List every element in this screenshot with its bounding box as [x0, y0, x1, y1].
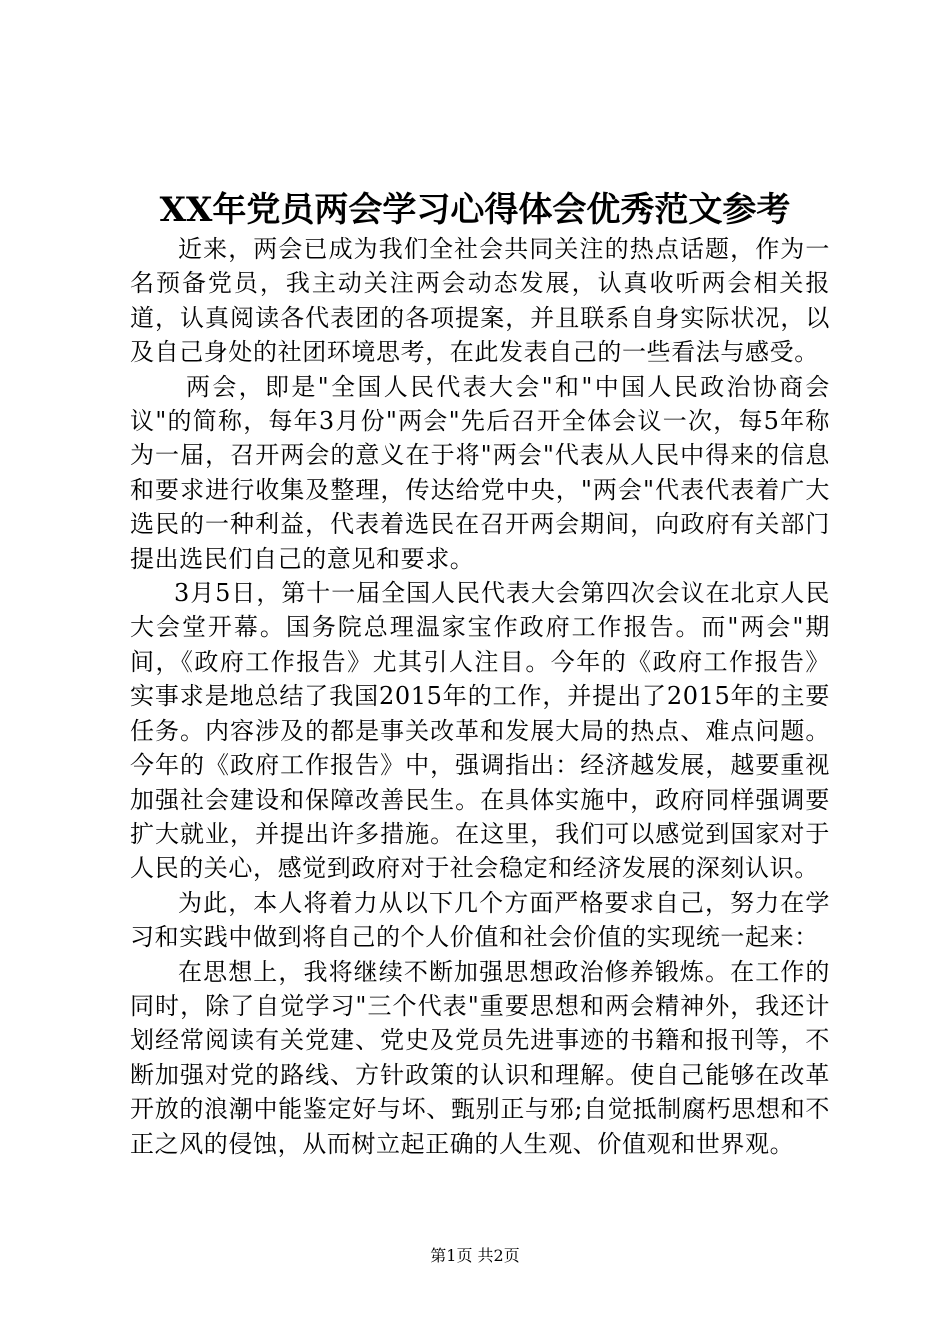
paragraph-ideology: 在思想上，我将继续不断加强思想政治修养锻炼。在工作的同时，除了自觉学习"三个代表"重要思想和两会精神外，我还计划经常阅读有关党建、党史及党员先进事迹的书籍和报刊等，不断加强对党的路线、方针政策的认识和理解。使自己能够在改革开放的浪潮中能鉴定好与坏、甄别正与邪;自觉抵制腐朽思想和不正之风的侵蚀，从而树立起正确的人生观、价值观和世界观。 — [130, 957, 830, 1158]
paragraph-self-requirements: 为此，本人将着力从以下几个方面严格要求自己，努力在学习和实践中做到将自己的个人价值和社会价值的实现统一起来： — [130, 888, 830, 952]
paragraph-government-report: 3月5日，第十一届全国人民代表大会第四次会议在北京人民大会堂开幕。国务院总理温家宝作政府工作报告。而"两会"期间，《政府工作报告》尤其引人注目。今年的《政府工作报告》实事求是地总结了我国2015年的工作，并提出了2015年的主要任务。内容涉及的都是事关改革和发展大局的热点、难点问题。今年的《政府工作报告》中，强调指出：经济越发展，越要重视加强社会建设和保障改善民生。在具体实施中，政府同样强调要扩大就业，并提出许多措施。在这里，我们可以感觉到国家对于人民的关心，感觉到政府对于社会稳定和经济发展的深刻认识。 — [130, 579, 830, 883]
document-title: XX年党员两会学习心得体会优秀范文参考 — [159, 190, 791, 230]
document-body — [130, 232, 830, 1161]
paragraph-two-sessions-definition: 两会，即是"全国人民代表大会"和"中国人民政治协商会议"的简称，每年3月份"两会"先后召开全体会议一次，每5年称为一届，召开两会的意义在于将"两会"代表从人民中得来的信息和要求进行收集及整理，传达给党中央，"两会"代表代表着广大选民的一种利益，代表着选民在召开两会期间，向政府有关部门提出选民们自己的意见和要求。 — [130, 372, 830, 573]
paragraph-intro: 近来，两会已成为我们全社会共同关注的热点话题，作为一名预备党员，我主动关注两会动态发展，认真收听两会相关报道，认真阅读各代表团的各项提案，并且联系自身实际状况，以及自己身处的社团环境思考，在此发表自己的一些看法与感受。 — [130, 235, 830, 367]
page-footer: 第1页 共2页 — [430, 1246, 520, 1265]
